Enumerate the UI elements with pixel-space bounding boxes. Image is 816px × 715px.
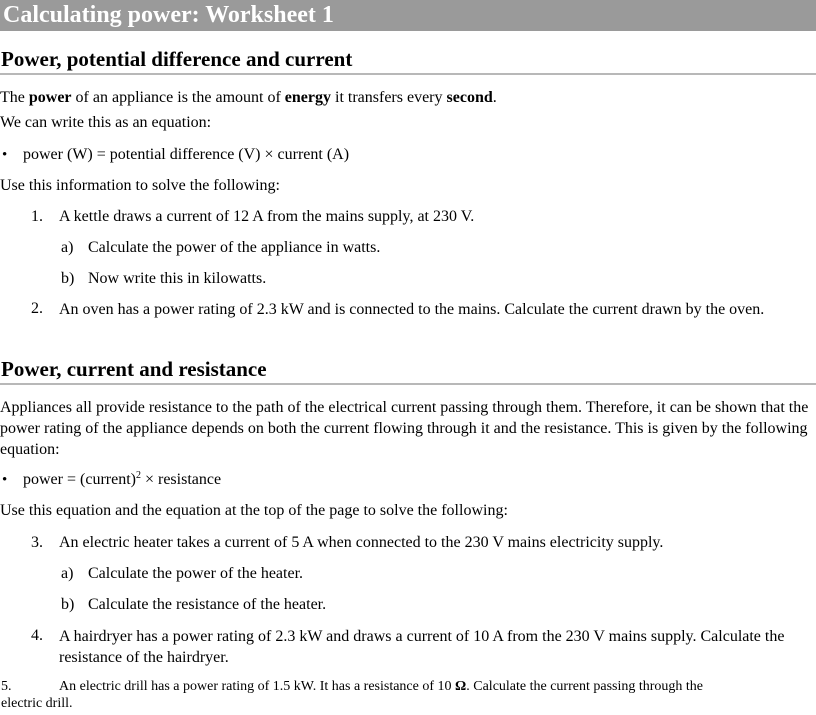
section-divider xyxy=(0,383,816,385)
question-4-text: A hairdryer has a power rating of 2.3 kW and draws a current of 10 A from the 230 V mains supply. Calculate the resistance of the hairdryer. xyxy=(59,628,785,666)
section-heading-power-current-resistance: Power, current and resistance xyxy=(1,357,267,381)
subquestion-label: a) xyxy=(61,565,74,582)
intro-text: . xyxy=(492,89,497,106)
resistance-paragraph: Appliances all provide resistance to the path of the electrical current passing through them. Therefore, it can be shown that the power rating of the appliance depends on both the current flowing through it and the resistance. This is given by the following equation: xyxy=(0,399,809,458)
question-2-text: An oven has a power rating of 2.3 kW and is connected to the mains. Calculate the current drawn by the oven. xyxy=(59,301,765,318)
question-number: 1. xyxy=(31,208,43,225)
question-number: 3. xyxy=(31,534,43,551)
equation-intro: We can write this as an equation: xyxy=(0,114,212,131)
equation-power-pd-current: power (W) = potential difference (V) × current (A) xyxy=(23,146,350,163)
question-5-part: . Calculate the current passing through the xyxy=(466,679,704,694)
section-heading-power-pd-current: Power, potential difference and current xyxy=(1,47,353,71)
equation-part: × resistance xyxy=(140,471,222,488)
question-3b-text: Calculate the resistance of the heater. xyxy=(88,596,327,613)
bullet-icon: • xyxy=(2,472,8,488)
instruction-2: Use this equation and the equation at the top of the page to solve the following: xyxy=(0,502,508,519)
question-3-text: An electric heater takes a current of 5 A when connected to the 230 V mains electricity supply. xyxy=(59,534,664,551)
intro-text: The xyxy=(0,89,29,106)
question-1a-text: Calculate the power of the appliance in watts. xyxy=(88,239,381,256)
keyword-second: second xyxy=(446,89,493,106)
equation-exponent: 2 xyxy=(135,470,141,481)
question-5-text xyxy=(59,677,703,697)
question-number: 2. xyxy=(31,300,43,317)
question-1b-text: Now write this in kilowatts. xyxy=(88,270,267,287)
question-number: 4. xyxy=(31,627,43,644)
question-5-continuation: electric drill. xyxy=(1,696,73,711)
question-1-text: A kettle draws a current of 12 A from the mains supply, at 230 V. xyxy=(59,208,475,225)
question-3a-text: Calculate the power of the heater. xyxy=(88,565,304,582)
worksheet-title: Calculating power: Worksheet 1 xyxy=(0,0,816,31)
section-divider xyxy=(0,73,816,75)
equation-part: power = (current) xyxy=(23,471,136,488)
keyword-energy: energy xyxy=(284,89,331,106)
question-number: 5. xyxy=(1,679,12,694)
intro-text: it transfers every xyxy=(331,89,447,106)
bullet-icon: • xyxy=(2,147,8,163)
intro-sentence xyxy=(0,88,497,108)
subquestion-label: b) xyxy=(61,270,75,287)
instruction-1: Use this information to solve the following: xyxy=(0,177,280,194)
subquestion-label: b) xyxy=(61,596,75,613)
keyword-power: power xyxy=(28,89,72,106)
intro-text: of an appliance is the amount of xyxy=(71,89,285,106)
subquestion-label: a) xyxy=(61,239,74,256)
omega-symbol: Ω xyxy=(455,679,467,694)
question-5-part: An electric drill has a power rating of 1.5 kW. It has a resistance of 10 xyxy=(59,679,452,694)
equation-power-current-resistance xyxy=(23,470,221,490)
